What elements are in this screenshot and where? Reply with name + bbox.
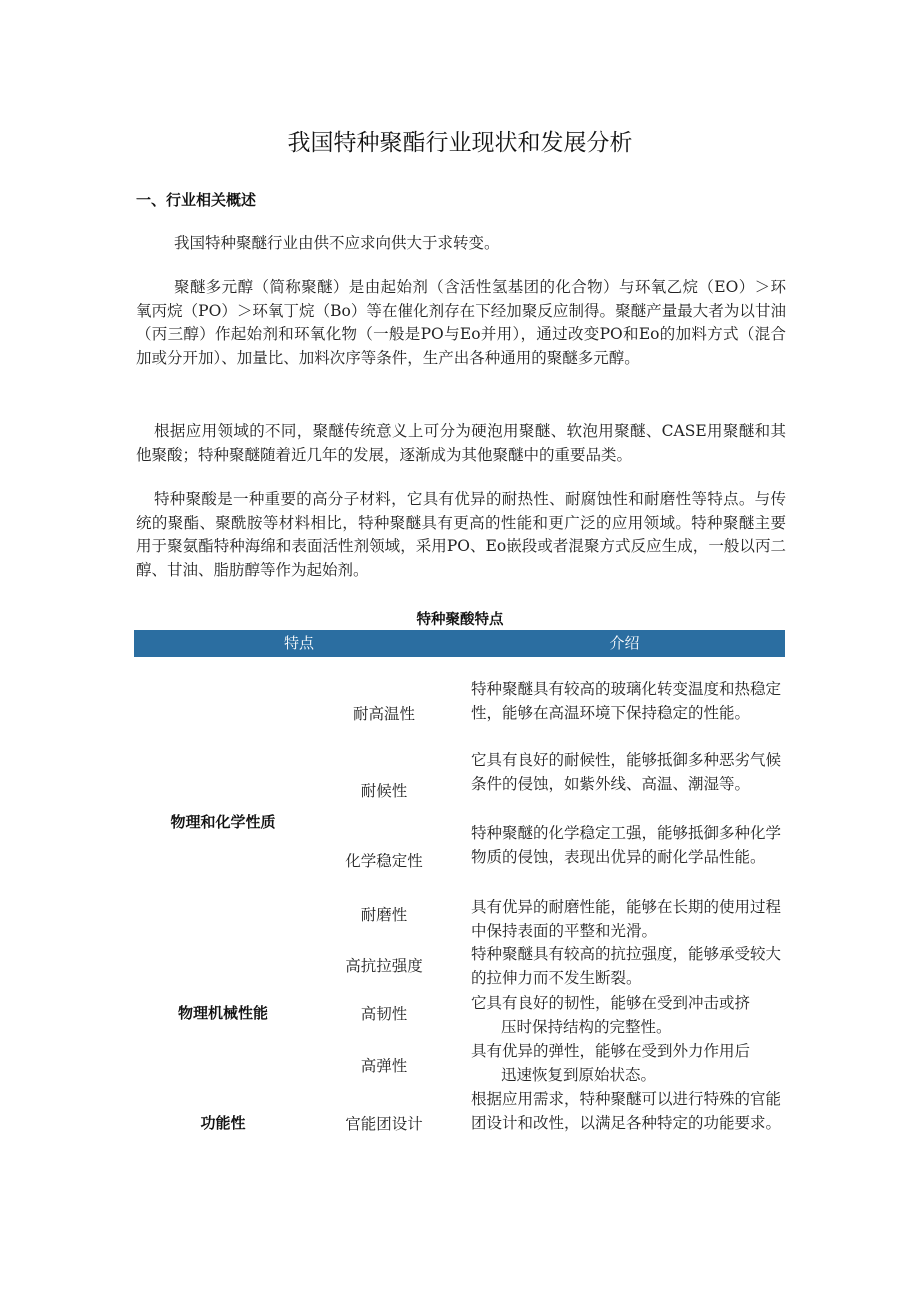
paragraph-1: 我国特种聚醚行业由供不应求向供大于求转变。 — [174, 234, 500, 252]
desc-tensile-strength: 特种聚醚具有较高的抗拉强度，能够承受较大的拉伸力而不发生断裂。 — [471, 945, 782, 987]
desc-chemical-stability: 特种聚醚的化学稳定工强，能够抵御多种化学物质的侵蚀，表现出优异的耐化学品性能。 — [471, 824, 782, 866]
feature-toughness: 高韧性 — [360, 1005, 408, 1023]
desc-functional-group-design: 根据应用需求，特种聚醚可以进行特殊的官能团设计和改性，以满足各种特定的功能要求。 — [471, 1090, 782, 1132]
desc-toughness — [471, 992, 781, 1039]
feature-weather-resistance: 耐候性 — [360, 782, 408, 800]
paragraph-4: 特种聚酸是一种重要的高分子材料，它具有优异的耐热性、耐腐蚀性和耐磨性等特点。与传统的聚酯、聚酰胺等材料相比，特种聚醚具有更高的性能和更广泛的应用领域。特种聚醚主要用于聚氨酯特种海绵和表面活性剂领域，采用PO、Eo嵌段或者混聚方式反应生成，一般以丙二醇、甘油、脂肪醇等作为起始剂。 — [136, 490, 786, 579]
section-heading: 一、行业相关概述 — [136, 191, 257, 209]
desc-elasticity — [471, 1040, 781, 1087]
document-title: 我国特种聚酯行业现状和发展分析 — [287, 130, 633, 156]
table-caption: 特种聚酸特点 — [416, 612, 504, 628]
feature-wear-resistance: 耐磨性 — [360, 906, 408, 924]
category-physical-chemical: 物理和化学性质 — [170, 813, 276, 831]
desc-toughness-line-1: 它具有良好的韧性，能够在受到冲击或挤 — [471, 994, 751, 1012]
desc-toughness-line-2: 压时保持结构的完整性。 — [501, 1017, 672, 1036]
desc-elasticity-line-1: 具有优异的弹性，能够在受到外力作用后 — [471, 1042, 751, 1060]
table-header — [134, 630, 785, 657]
feature-chemical-stability: 化学稳定性 — [345, 852, 423, 870]
feature-elasticity: 高弹性 — [360, 1057, 408, 1075]
feature-functional-group-design: 官能团设计 — [345, 1115, 423, 1133]
table-header-description: 介绍 — [609, 634, 640, 652]
desc-heat-resistance: 特种聚醚具有较高的玻璃化转变温度和热稳定性，能够在高温环境下保持稳定的性能。 — [471, 680, 782, 722]
paragraph-3: 根据应用领域的不同，聚醚传统意义上可分为硬泡用聚醚、软泡用聚醚、CASE用聚醚和其他聚酸；特种聚醚随着近几年的发展，逐渐成为其他聚醚中的重要品类。 — [136, 422, 786, 464]
desc-weather-resistance: 它具有良好的耐候性，能够抵御多种恶劣气候条件的侵蚀，如紫外线、高温、潮湿等。 — [471, 751, 782, 793]
category-functional: 功能性 — [200, 1114, 246, 1132]
feature-tensile-strength: 高抗拉强度 — [345, 957, 423, 975]
paragraph-2: 聚醚多元醇（简称聚醚）是由起始剂（含活性氢基团的化合物）与环氧乙烷（EO）＞环氧丙烷（PO）＞环氧丁烷（Bo）等在催化剂存在下经加聚反应制得。聚醚产量最大者为以甘油（丙三醇）作起始剂和环氧化物（一般是PO与Eo并用），通过改变PO和Eo的加料方式（混合加或分开加）、加量比、加料次序等条件，生产出各种通用的聚醚多元醇。 — [136, 278, 786, 367]
table-header-feature: 特点 — [283, 634, 314, 652]
category-mechanical: 物理机械性能 — [177, 1004, 268, 1022]
feature-heat-resistance: 耐高温性 — [352, 705, 415, 723]
desc-elasticity-line-2: 迅速恢复到原始状态。 — [501, 1065, 657, 1084]
desc-wear-resistance: 具有优异的耐磨性能，能够在长期的使用过程中保持表面的平整和光滑。 — [471, 898, 782, 940]
